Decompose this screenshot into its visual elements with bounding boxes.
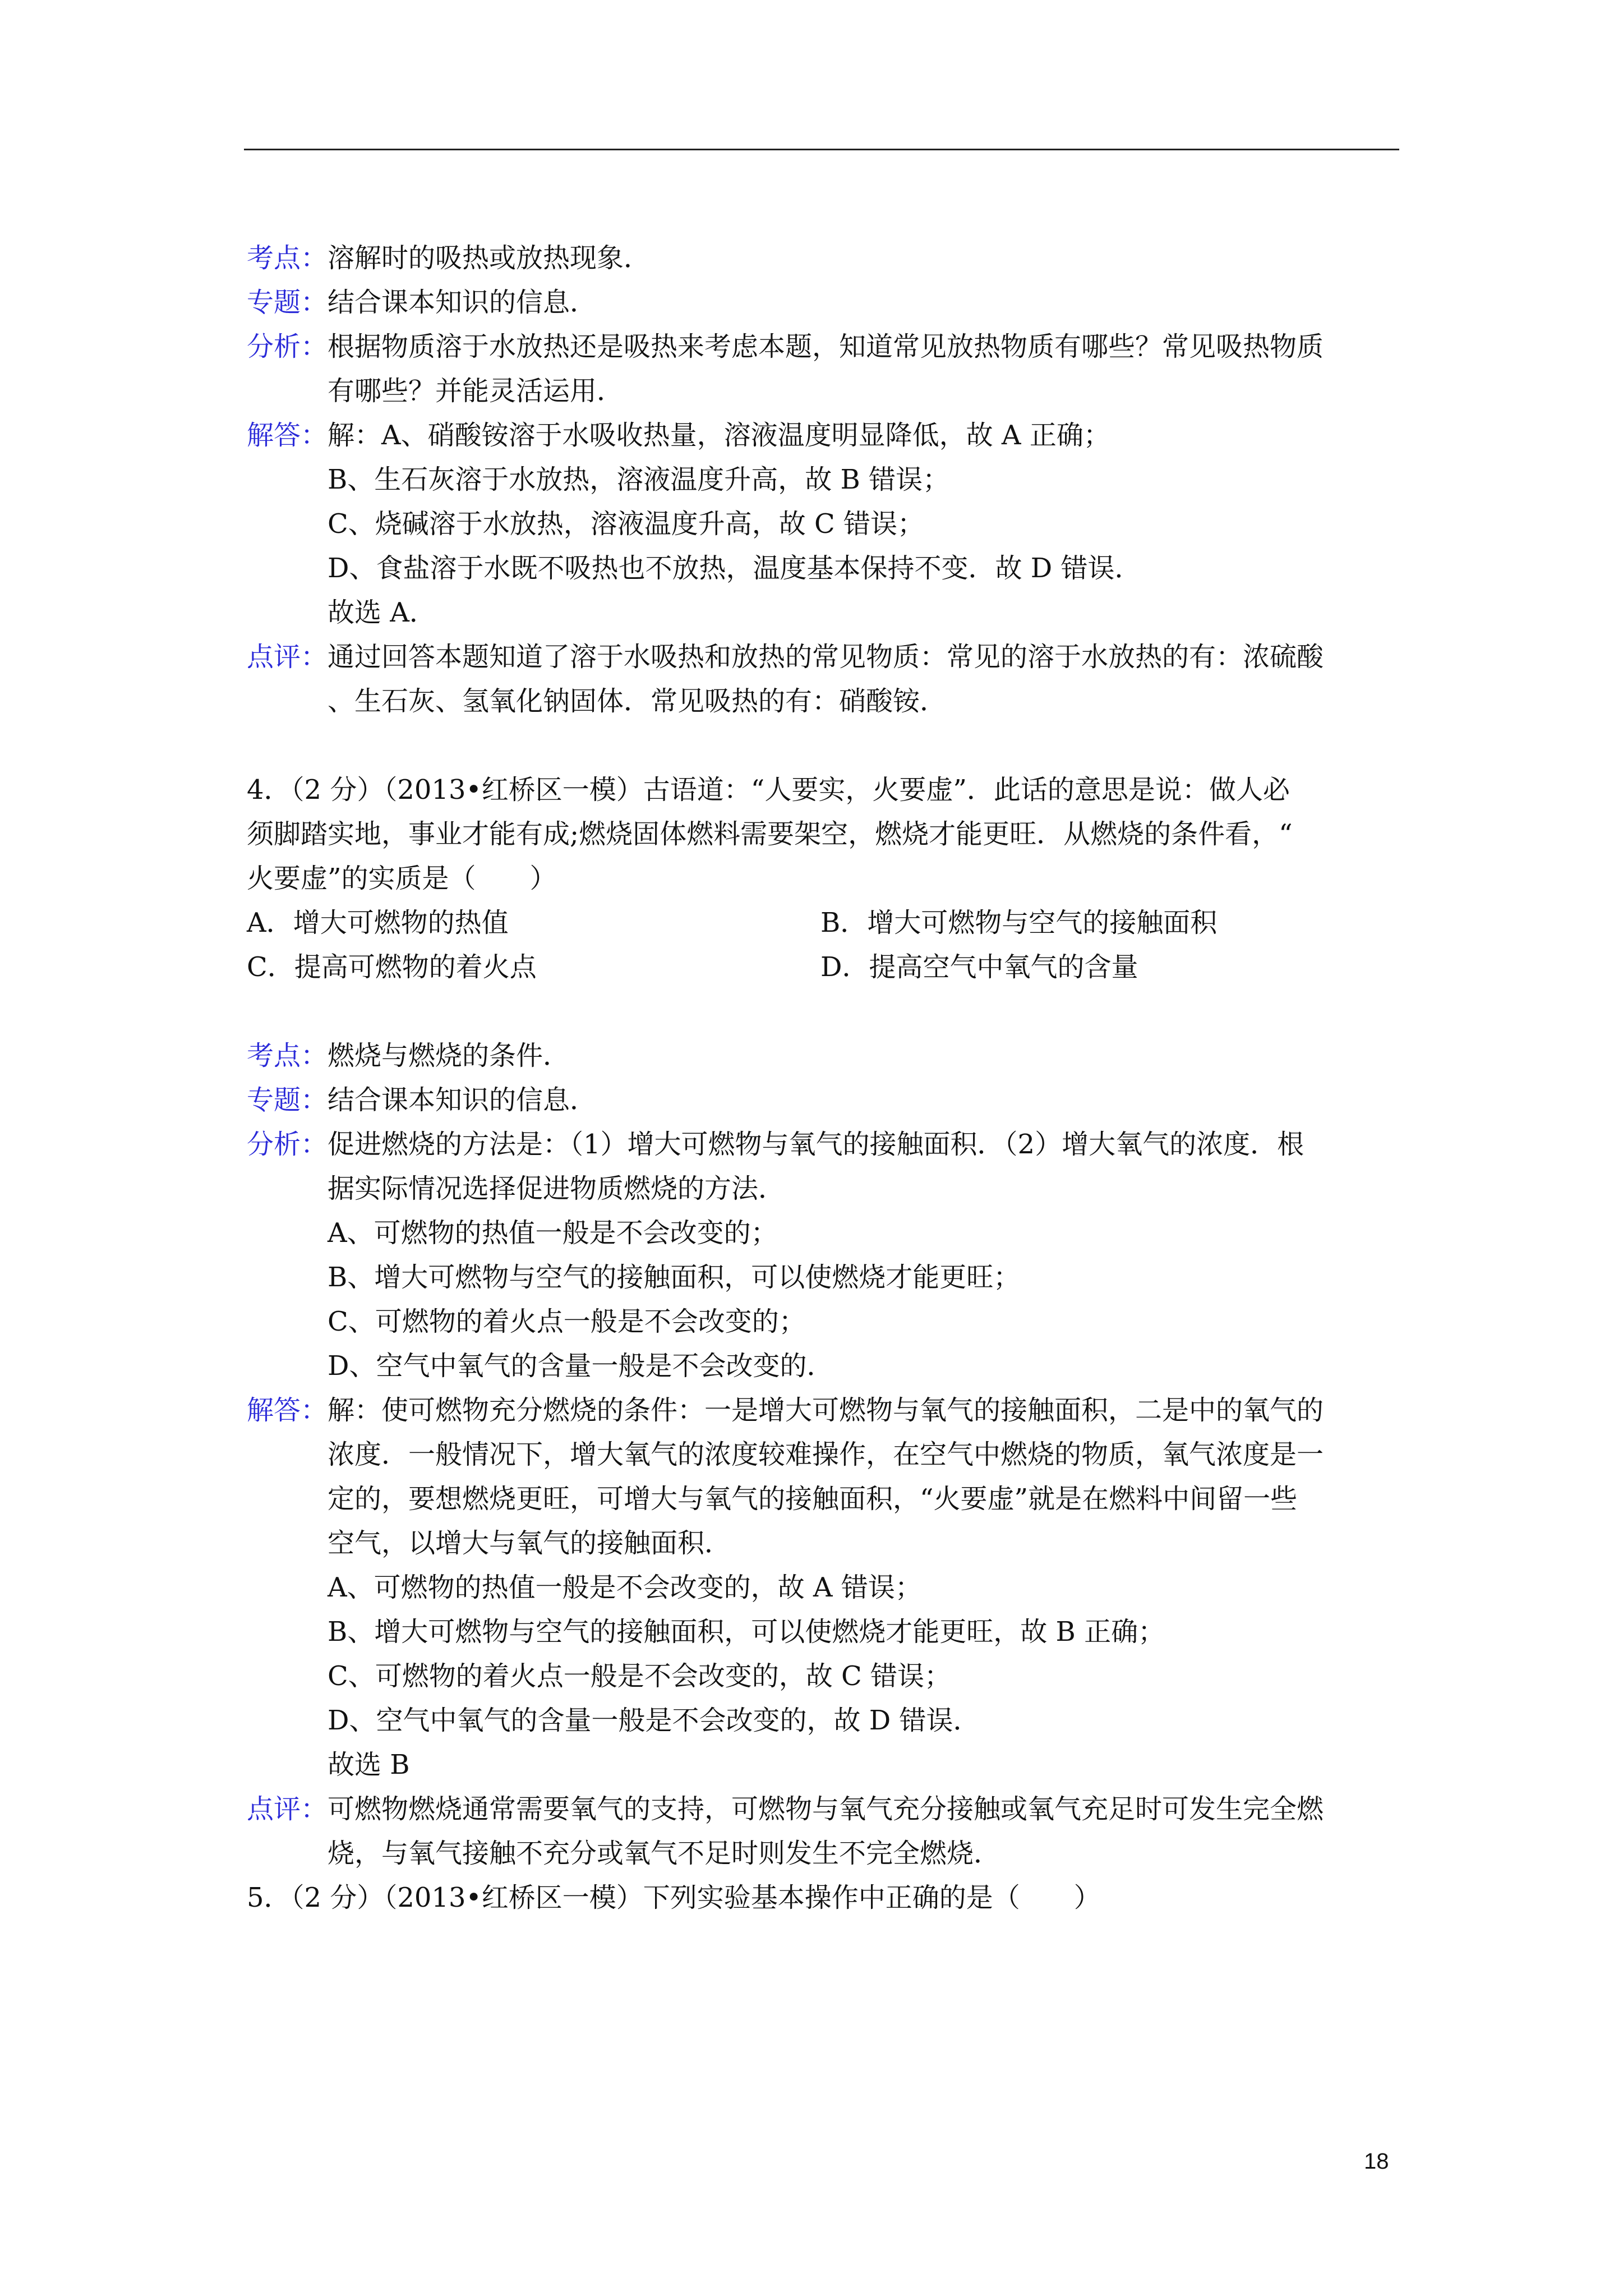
jieda-line: 故选 A． — [328, 597, 436, 628]
fenxi-line: 据实际情况选择促进物质燃烧的方法． — [328, 1173, 786, 1204]
dianping-line: 通过回答本题知道了溶于水吸热和放热的常见物质：常见的溶于水放热的有：浓硫酸 — [328, 641, 1324, 673]
fenxi-line: A、可燃物的热值一般是不会改变的； — [328, 1217, 778, 1249]
option-a: A．增大可燃物的热值 — [247, 907, 509, 938]
jieda-line: B、生石灰溶于水放热，溶液温度升高，故 B 错误； — [328, 464, 950, 495]
fenxi-line: 根据物质溶于水放热还是吸热来考虑本题，知道常见放热物质有哪些？常见吸热物质 — [328, 331, 1324, 362]
jieda-line: D、食盐溶于水既不吸热也不放热，温度基本保持不变．故 D 错误． — [328, 553, 1142, 584]
dianping-line: 可燃物燃烧通常需要氧气的支持，可燃物与氧气充分接触或氧气充足时可发生完全燃 — [328, 1793, 1324, 1825]
zhuanti-text: 结合课本知识的信息． — [328, 1084, 597, 1116]
jieda-line: 定的，要想燃烧更旺，可增大与氧气的接触面积，“火要虚”就是在燃料中间留一些 — [328, 1483, 1298, 1515]
jieda-line: 空气，以增大与氧气的接触面积． — [328, 1527, 732, 1559]
jieda-line: D、空气中氧气的含量一般是不会改变的，故 D 错误． — [328, 1705, 980, 1736]
jieda-line: B、增大可燃物与空气的接触面积，可以使燃烧才能更旺，故 B 正确； — [328, 1616, 1165, 1648]
dianping-line: 烧，与氧气接触不充分或氧气不足时则发生不完全燃烧． — [328, 1838, 1001, 1869]
fenxi-line: C、可燃物的着火点一般是不会改变的； — [328, 1306, 806, 1337]
kaodian-label: 考点： — [247, 1040, 328, 1071]
fenxi-line: 促进燃烧的方法是：（1）增大可燃物与氧气的接触面积．（2）增大氧气的浓度．根 — [328, 1129, 1304, 1160]
jieda-line: C、烧碱溶于水放热，溶液温度升高，故 C 错误； — [328, 508, 924, 540]
page-number: 18 — [1364, 2149, 1389, 2174]
fenxi-line: 有哪些？并能灵活运用． — [328, 375, 624, 407]
fenxi-line: B、增大可燃物与空气的接触面积，可以使燃烧才能更旺； — [328, 1262, 1021, 1293]
jieda-line: 解：A、硝酸铵溶于水吸收热量，溶液温度明显降低，故 A 正确； — [328, 420, 1110, 451]
question-stem: 5．（2 分）（2013•红桥区一模）下列实验基本操作中正确的是（ ） — [247, 1882, 1101, 1913]
jieda-line: 故选 B — [328, 1749, 410, 1780]
zhuanti-text: 结合课本知识的信息． — [328, 287, 597, 318]
kaodian-label: 考点： — [247, 242, 328, 274]
fenxi-line: D、空气中氧气的含量一般是不会改变的． — [328, 1350, 834, 1382]
zhuanti-label: 专题： — [247, 1084, 328, 1116]
option-c: C．提高可燃物的着火点 — [247, 951, 537, 983]
dianping-label: 点评： — [247, 1793, 328, 1825]
jieda-line: C、可燃物的着火点一般是不会改变的，故 C 错误； — [328, 1660, 951, 1692]
option-d: D．提高空气中氧气的含量 — [820, 951, 1138, 983]
jieda-line: 解：使可燃物充分燃烧的条件：一是增大可燃物与氧气的接触面积，二是中的氧气的 — [328, 1395, 1324, 1426]
jieda-line: 浓度．一般情况下，增大氧气的浓度较难操作，在空气中燃烧的物质，氧气浓度是一 — [328, 1439, 1324, 1470]
question-stem: 须脚踏实地，事业才能有成;燃烧固体燃料需要架空，燃烧才能更旺．从燃烧的条件看，“ — [247, 818, 1293, 850]
header-rule — [244, 149, 1399, 150]
jieda-label: 解答： — [247, 420, 328, 451]
dianping-line: 、生石灰、氢氧化钠固体．常见吸热的有：硝酸铵． — [328, 685, 947, 717]
option-b: B．增大可燃物与空气的接触面积 — [820, 907, 1218, 938]
kaodian-text: 燃烧与燃烧的条件． — [328, 1040, 570, 1071]
fenxi-label: 分析： — [247, 1129, 328, 1160]
kaodian-text: 溶解时的吸热或放热现象． — [328, 242, 651, 274]
zhuanti-label: 专题： — [247, 287, 328, 318]
dianping-label: 点评： — [247, 641, 328, 673]
question-stem: 火要虚”的实质是（ ） — [247, 863, 557, 894]
jieda-label: 解答： — [247, 1395, 328, 1426]
question-stem: 4．（2 分）（2013•红桥区一模）古语道：“人要实，火要虚”．此话的意思是说：做人必 — [247, 774, 1290, 806]
fenxi-label: 分析： — [247, 331, 328, 362]
jieda-line: A、可燃物的热值一般是不会改变的，故 A 错误； — [328, 1572, 922, 1603]
